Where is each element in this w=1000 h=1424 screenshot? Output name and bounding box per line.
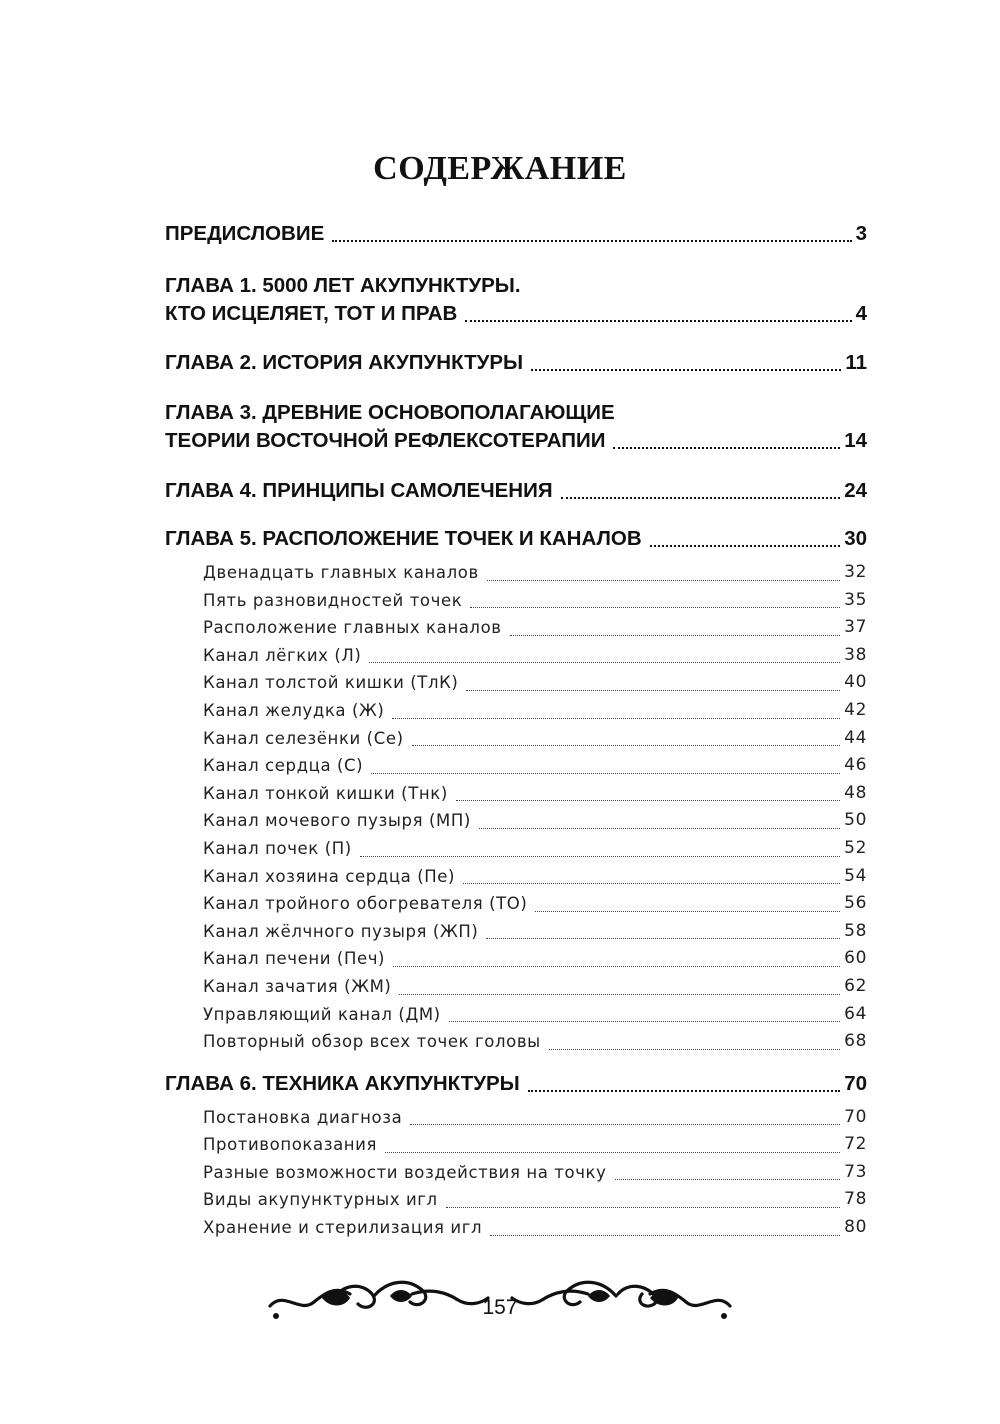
toc-subentry-page: 72 [844,1134,867,1155]
dot-leader [510,635,841,636]
dot-leader [486,938,840,939]
toc-subentry[interactable] [165,559,867,587]
toc-subentry-label: Канал толстой кишки (ТлК) [203,673,459,693]
toc-entry-page: 4 [855,302,867,325]
toc-subentry-page: 52 [844,837,867,858]
toc-subentry-label: Канал желудка (Ж) [203,700,385,720]
dot-leader [332,240,851,242]
toc-entry-label-line1: ГЛАВА 3. ДРЕВНИЕ ОСНОВОПОЛАГАЮЩИЕ [165,401,615,424]
dot-leader [410,1124,840,1125]
dot-leader [535,911,840,912]
dot-leader [360,856,840,857]
table-of-contents [165,220,867,1242]
toc-subentry-label: Канал селезёнки (Се) [203,728,404,748]
toc-subentry[interactable] [165,697,867,725]
toc-entry-chapter-5[interactable] [165,525,867,553]
toc-entry-label: ГЛАВА 6. ТЕХНИКА АКУПУНКТУРЫ [165,1071,520,1095]
toc-subentry-label: Хранение и стерилизация игл [203,1218,483,1238]
toc-subentry-page: 56 [844,893,867,914]
toc-entry-label-line2: КТО ИСЦЕЛЯЕТ, ТОТ И ПРАВ [165,302,458,325]
dot-leader [393,966,840,967]
toc-subentry-label: Канал хозяина сердца (Пе) [203,866,456,886]
dot-leader [412,745,841,746]
toc-subentry-page: 38 [844,644,867,665]
toc-subentry[interactable] [165,587,867,615]
toc-entry-chapter-2[interactable] [165,349,867,377]
toc-subentry-page: 50 [844,810,867,831]
chapter-5-sections [165,559,867,1056]
dot-leader [528,1090,840,1092]
dot-leader [456,800,840,801]
toc-entry-chapter-1[interactable] [165,272,867,328]
dot-leader [449,1021,840,1022]
toc-entry-label: ГЛАВА 5. РАСПОЛОЖЕНИЕ ТОЧЕК И КАНАЛОВ [165,527,642,550]
toc-entry-label-line2: ТЕОРИИ ВОСТОЧНОЙ РЕФЛЕКСОТЕРАПИИ [165,429,606,452]
toc-subentry[interactable] [165,752,867,780]
dot-leader [613,447,840,449]
toc-subentry[interactable] [165,1028,867,1056]
toc-subentry-label: Повторный обзор всех точек головы [203,1032,541,1052]
toc-subentry-page: 68 [844,1031,867,1052]
chapter-6-sections [165,1104,867,1242]
toc-subentry-label: Канал сердца (С) [203,756,364,776]
toc-subentry-page: 37 [844,617,867,638]
toc-entry-label: ГЛАВА 2. ИСТОРИЯ АКУПУНКТУРЫ [165,351,524,374]
toc-entry-page: 24 [844,479,867,502]
toc-subentry[interactable] [165,780,867,808]
toc-subentry-label: Расположение главных каналов [203,618,502,638]
toc-entry-page: 70 [844,1071,867,1095]
toc-subentry-label: Канал тройного обогревателя (ТО) [203,894,528,914]
toc-subentry[interactable] [165,1104,867,1132]
toc-entry-label: ПРЕДИСЛОВИЕ [165,222,325,245]
dot-leader [487,580,840,581]
toc-subentry[interactable] [165,945,867,973]
toc-subentry-label: Противопоказания [203,1135,378,1155]
toc-entry-label-line1: ГЛАВА 1. 5000 ЛЕТ АКУПУНКТУРЫ. [165,274,521,297]
dot-leader [531,369,841,371]
toc-subentry-label: Канал почек (П) [203,838,352,858]
toc-subentry-label: Канал лёгких (Л) [203,645,362,665]
toc-subentry-page: 73 [844,1161,867,1182]
toc-subentry-page: 70 [844,1106,867,1127]
toc-subentry[interactable] [165,807,867,835]
toc-subentry-label: Пять разновидностей точек [203,590,463,610]
toc-entry-page: 14 [844,429,867,452]
toc-subentry-label: Постановка диагноза [203,1107,403,1127]
toc-subentry[interactable] [165,725,867,753]
toc-subentry-page: 58 [844,920,867,941]
dot-leader [465,320,851,322]
toc-subentry-page: 80 [844,1217,867,1238]
toc-entry-label: ГЛАВА 4. ПРИНЦИПЫ САМОЛЕЧЕНИЯ [165,479,553,502]
toc-subentry-page: 46 [844,755,867,776]
toc-subentry-page: 35 [844,589,867,610]
dot-leader [399,994,840,995]
dot-leader [470,607,840,608]
toc-subentry-label: Канал тонкой кишки (Тнк) [203,783,448,803]
toc-subentry-page: 60 [844,948,867,969]
toc-entry-chapter-3[interactable] [165,399,867,455]
toc-subentry[interactable] [165,890,867,918]
dot-leader [466,690,840,691]
toc-entry-chapter-4[interactable] [165,477,867,505]
toc-subentry-label: Разные возможности воздействия на точку [203,1162,607,1182]
dot-leader [549,1049,840,1050]
toc-subentry-label: Канал печени (Печ) [203,949,386,969]
dot-leader [385,1152,840,1153]
dot-leader [371,773,840,774]
toc-subentry[interactable] [165,614,867,642]
toc-entry-page: 11 [845,351,867,374]
toc-subentry[interactable] [165,918,867,946]
toc-subentry[interactable] [165,669,867,697]
toc-subentry-label: Виды акупунктурных игл [203,1190,438,1210]
toc-subentry[interactable] [165,1131,867,1159]
toc-subentry-page: 42 [844,699,867,720]
toc-entry-page: 3 [855,222,867,245]
dot-leader [490,1235,840,1236]
toc-subentry[interactable] [165,863,867,891]
toc-subentry-page: 40 [844,672,867,693]
toc-subentry[interactable] [165,1214,867,1242]
toc-subentry[interactable] [165,1159,867,1187]
toc-subentry[interactable] [165,973,867,1001]
toc-subentry[interactable] [165,1001,867,1029]
toc-subentry-label: Канал зачатия (ЖМ) [203,976,392,996]
dot-leader [463,883,840,884]
dot-leader [369,662,840,663]
dot-leader [392,718,840,719]
toc-subentry-label: Канал мочевого пузыря (МП) [203,811,471,831]
page-number: 157 [482,1296,518,1319]
toc-subentry-page: 32 [844,562,867,582]
toc-subentry-label: Двенадцать главных каналов [203,563,479,582]
toc-subentry-page: 62 [844,975,867,996]
toc-subentry-label: Канал жёлчного пузыря (ЖП) [203,921,479,941]
dot-leader [615,1179,841,1180]
toc-subentry-page: 54 [844,865,867,886]
toc-subentry-page: 78 [844,1189,867,1210]
toc-entry-preface[interactable] [165,220,867,248]
toc-subentry[interactable] [165,642,867,670]
toc-subentry-page: 64 [844,1003,867,1024]
toc-entry-page: 30 [844,527,867,550]
toc-subentry-page: 44 [844,727,867,748]
dot-leader [561,497,841,499]
toc-entry-chapter-6[interactable] [165,1070,867,1098]
dot-leader [446,1207,840,1208]
toc-subentry-page: 48 [844,782,867,803]
toc-subentry[interactable] [165,1186,867,1214]
toc-subentry[interactable] [165,835,867,863]
toc-subentry-label: Управляющий канал (ДМ) [203,1004,441,1024]
dot-leader [479,828,840,829]
dot-leader [650,545,841,547]
page-title: СОДЕРЖАНИЕ [373,150,627,187]
